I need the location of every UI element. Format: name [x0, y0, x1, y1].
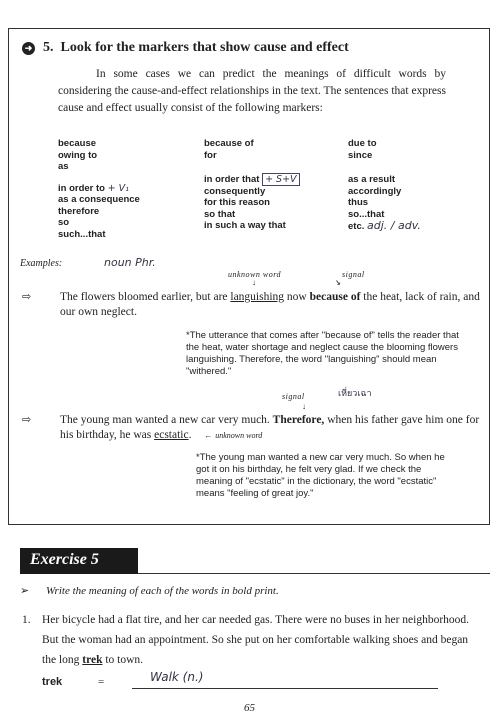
answer-field[interactable]: Walk (n.) [150, 670, 204, 684]
exercise-instruction [20, 584, 279, 597]
marker: such...that [58, 228, 106, 240]
marker: in order to [58, 182, 105, 194]
marker: so that [204, 208, 236, 220]
pointer-icon: ➢ [20, 585, 30, 597]
example-text: the heat, lack of rain, and our own neglect. [60, 291, 480, 318]
marker: consequently [204, 185, 266, 197]
marker: so [58, 217, 70, 228]
marker: thus [348, 197, 369, 208]
handwritten-note: noun Phr. [104, 256, 156, 269]
handwritten-note: adj. / adv. [367, 219, 421, 232]
marker: since [348, 149, 373, 161]
unknown-word-label: unknown word [215, 431, 263, 440]
marker: etc. [348, 221, 365, 232]
down-arrow-icon: ↓ [252, 278, 257, 287]
examples-label: Examples: [20, 258, 63, 269]
signal-label: signal [282, 392, 305, 401]
example-text: The young man wanted a new car very much. [60, 414, 273, 426]
down-arrow-icon: ↘ [334, 278, 342, 287]
handwritten-note: เหี่ยวเฉา [338, 389, 372, 399]
page-number: 65 [244, 702, 255, 714]
down-arrow-icon: ↓ [302, 402, 307, 411]
section-title [22, 40, 349, 56]
marker: because [58, 138, 97, 149]
example-text: . [188, 429, 192, 441]
marker: for this reason [204, 197, 270, 208]
answer-equals: = [98, 676, 105, 688]
target-word: trek [82, 654, 103, 666]
marker: as a result [348, 174, 395, 185]
section-number: 5. [43, 40, 54, 55]
marker: accordingly [348, 185, 402, 197]
section-title-text: Look for the markers that show cause and effect [60, 40, 349, 55]
unknown-word-label: unknown word [228, 270, 282, 279]
hand-pointer-icon: ⇨ [22, 291, 32, 303]
answer-label: trek [42, 676, 63, 688]
handwritten-note: + S+V [262, 173, 299, 186]
marker: because of [204, 138, 254, 149]
exercise-title: Exercise 5 [20, 548, 138, 574]
signal-marker: because of [309, 291, 361, 303]
marker: as [58, 161, 69, 172]
marker: as a consequence [58, 194, 140, 205]
marker: due to [348, 138, 377, 149]
marker: so...that [348, 208, 385, 220]
instruction-text: Write the meaning of each of the words in bold print. [46, 585, 279, 597]
marker: in order that [204, 174, 260, 185]
example-text: now [284, 291, 310, 303]
question-text: Her bicycle had a flat tire, and her car needed gas. There were no buses in her neighborhood. But the woman had an appointment. So she put on her comfortable walking shoes and began the long [42, 614, 470, 666]
question-text: to town. [102, 654, 144, 666]
unknown-word: languishing [230, 291, 285, 303]
answer-line [132, 688, 438, 689]
hand-pointer-icon: ⇨ [22, 414, 32, 426]
divider [138, 573, 490, 574]
explanation-note: *The utterance that comes after "because of" tells the reader that the heat, water shortage and neglect cause the blooming flowers languishing. Therefore, the word "languishing" should mean "withered." [186, 330, 459, 377]
marker: therefore [58, 205, 100, 217]
question-number: 1. [22, 614, 31, 626]
section-intro: In some cases we can predict the meanings of difficult words by considering the cause-and-effect relationships in the text. The sentences that express cause and effect usually consist of the following markers: [58, 68, 446, 114]
example-text: when his father gave him one for his birthday, he was [60, 414, 480, 441]
marker: for [204, 149, 217, 161]
handwritten-note: + V₁ [107, 182, 129, 194]
example-text: The flowers bloomed earlier, but are [60, 291, 231, 303]
explanation-note: *The young man wanted a new car very much. So when he got it on his birthday, he felt very glad. If we check the meaning of "ecstatic" in the dictionary, the word "ecstatic" means "feeling of great joy." [196, 452, 445, 499]
marker: in such a way that [204, 220, 286, 231]
arrow-right-icon: ➜ [22, 42, 35, 55]
marker: owing to [58, 149, 98, 161]
unknown-word: ecstatic [154, 429, 189, 441]
left-arrow-icon: ← [204, 431, 213, 440]
signal-marker: Therefore, [272, 414, 325, 426]
signal-label: signal [342, 270, 365, 279]
